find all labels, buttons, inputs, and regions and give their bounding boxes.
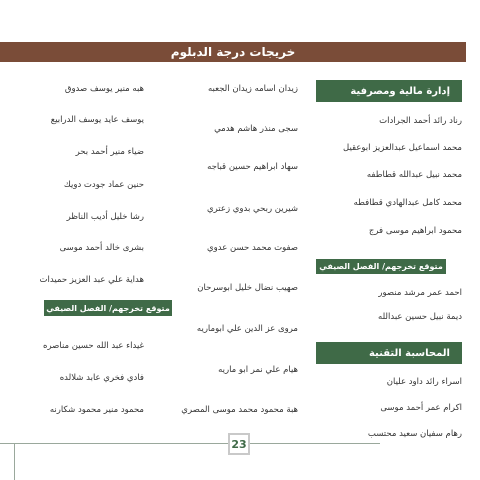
list-item: مروى عز الدين علي ابوماريه (196, 324, 298, 334)
list-item: محمود منير محمود شكارنه (49, 405, 144, 415)
footer-rule-left (0, 443, 228, 444)
list-item: ضياء منير أحمد بحر (75, 147, 144, 157)
list-item: اسراء رائد داود عليان (386, 377, 462, 387)
list-item: محمد نبيل عبدالله قطاطفه (366, 170, 462, 180)
middle-names (150, 0, 298, 480)
footer-rule-vertical (14, 443, 15, 480)
list-item: ديمة نبيل حسين عبدالله (378, 312, 462, 322)
page-number: 23 (228, 433, 250, 455)
list-item: محمود ابراهيم موسى فرج (368, 226, 462, 236)
section-title-accounting: المحاسبة التقنية (368, 347, 450, 359)
footer-rule-right (250, 443, 380, 444)
list-item: زيدان اسامه زيدان الجعبه (207, 84, 298, 94)
list-item: احمد عمر مرشد منصور (378, 288, 462, 298)
list-item: هيام علي نمر ابو ماريه (218, 365, 298, 375)
summer-names-left (6, 0, 144, 480)
list-item: رشا خليل أديب الناظر (66, 212, 144, 222)
list-item: حنين عماد جودت دويك (63, 180, 144, 190)
section-title-finance: إدارة مالية ومصرفية (350, 85, 450, 97)
list-item: شيرين ربحي بدوي زعتري (206, 204, 298, 214)
list-item: سجى منذر هاشم هدمي (214, 124, 298, 134)
list-item: بشرى خالد أحمد موسى (59, 243, 144, 253)
list-item: رهام سفيان سعيد محتسب (367, 429, 462, 439)
list-item: غيداء عبد الله حسين مناصره (43, 341, 144, 351)
list-item: هداية علي عبد العزيز حميدات (39, 275, 144, 285)
list-item: محمد كامل عبدالهادي قطافطه (353, 198, 462, 208)
list-item: محمد اسماعيل عبدالعزيز ابوعقيل (343, 143, 462, 153)
summer-expected-header-right: متوقع تخرجهم/ الفصل الصيفي (316, 259, 446, 274)
page-title: خريجات درجة الدبلوم (0, 42, 466, 62)
list-item: يوسف عايد يوسف الدرابيع (50, 115, 144, 125)
list-item: هبة محمود محمد موسى المصري (181, 405, 298, 415)
list-item: اكرام عمر أحمد موسى (380, 403, 462, 413)
list-item: هبه منير يوسف صدوق (64, 84, 144, 94)
list-item: صفوت محمد حسن عدوي (206, 243, 298, 253)
list-item: صهيب نضال خليل ابوسرحان (197, 283, 298, 293)
summer-expected-header-left: متوقع تخرجهم/ الفصل الصيفي (44, 300, 172, 316)
list-item: سهاد ابراهيم حسين قباجه (207, 162, 298, 172)
list-item: رناد رائد أحمد الجرادات (379, 116, 462, 126)
accounting-names (316, 0, 462, 480)
list-item: فادي فخري عابد شلالده (59, 373, 144, 383)
